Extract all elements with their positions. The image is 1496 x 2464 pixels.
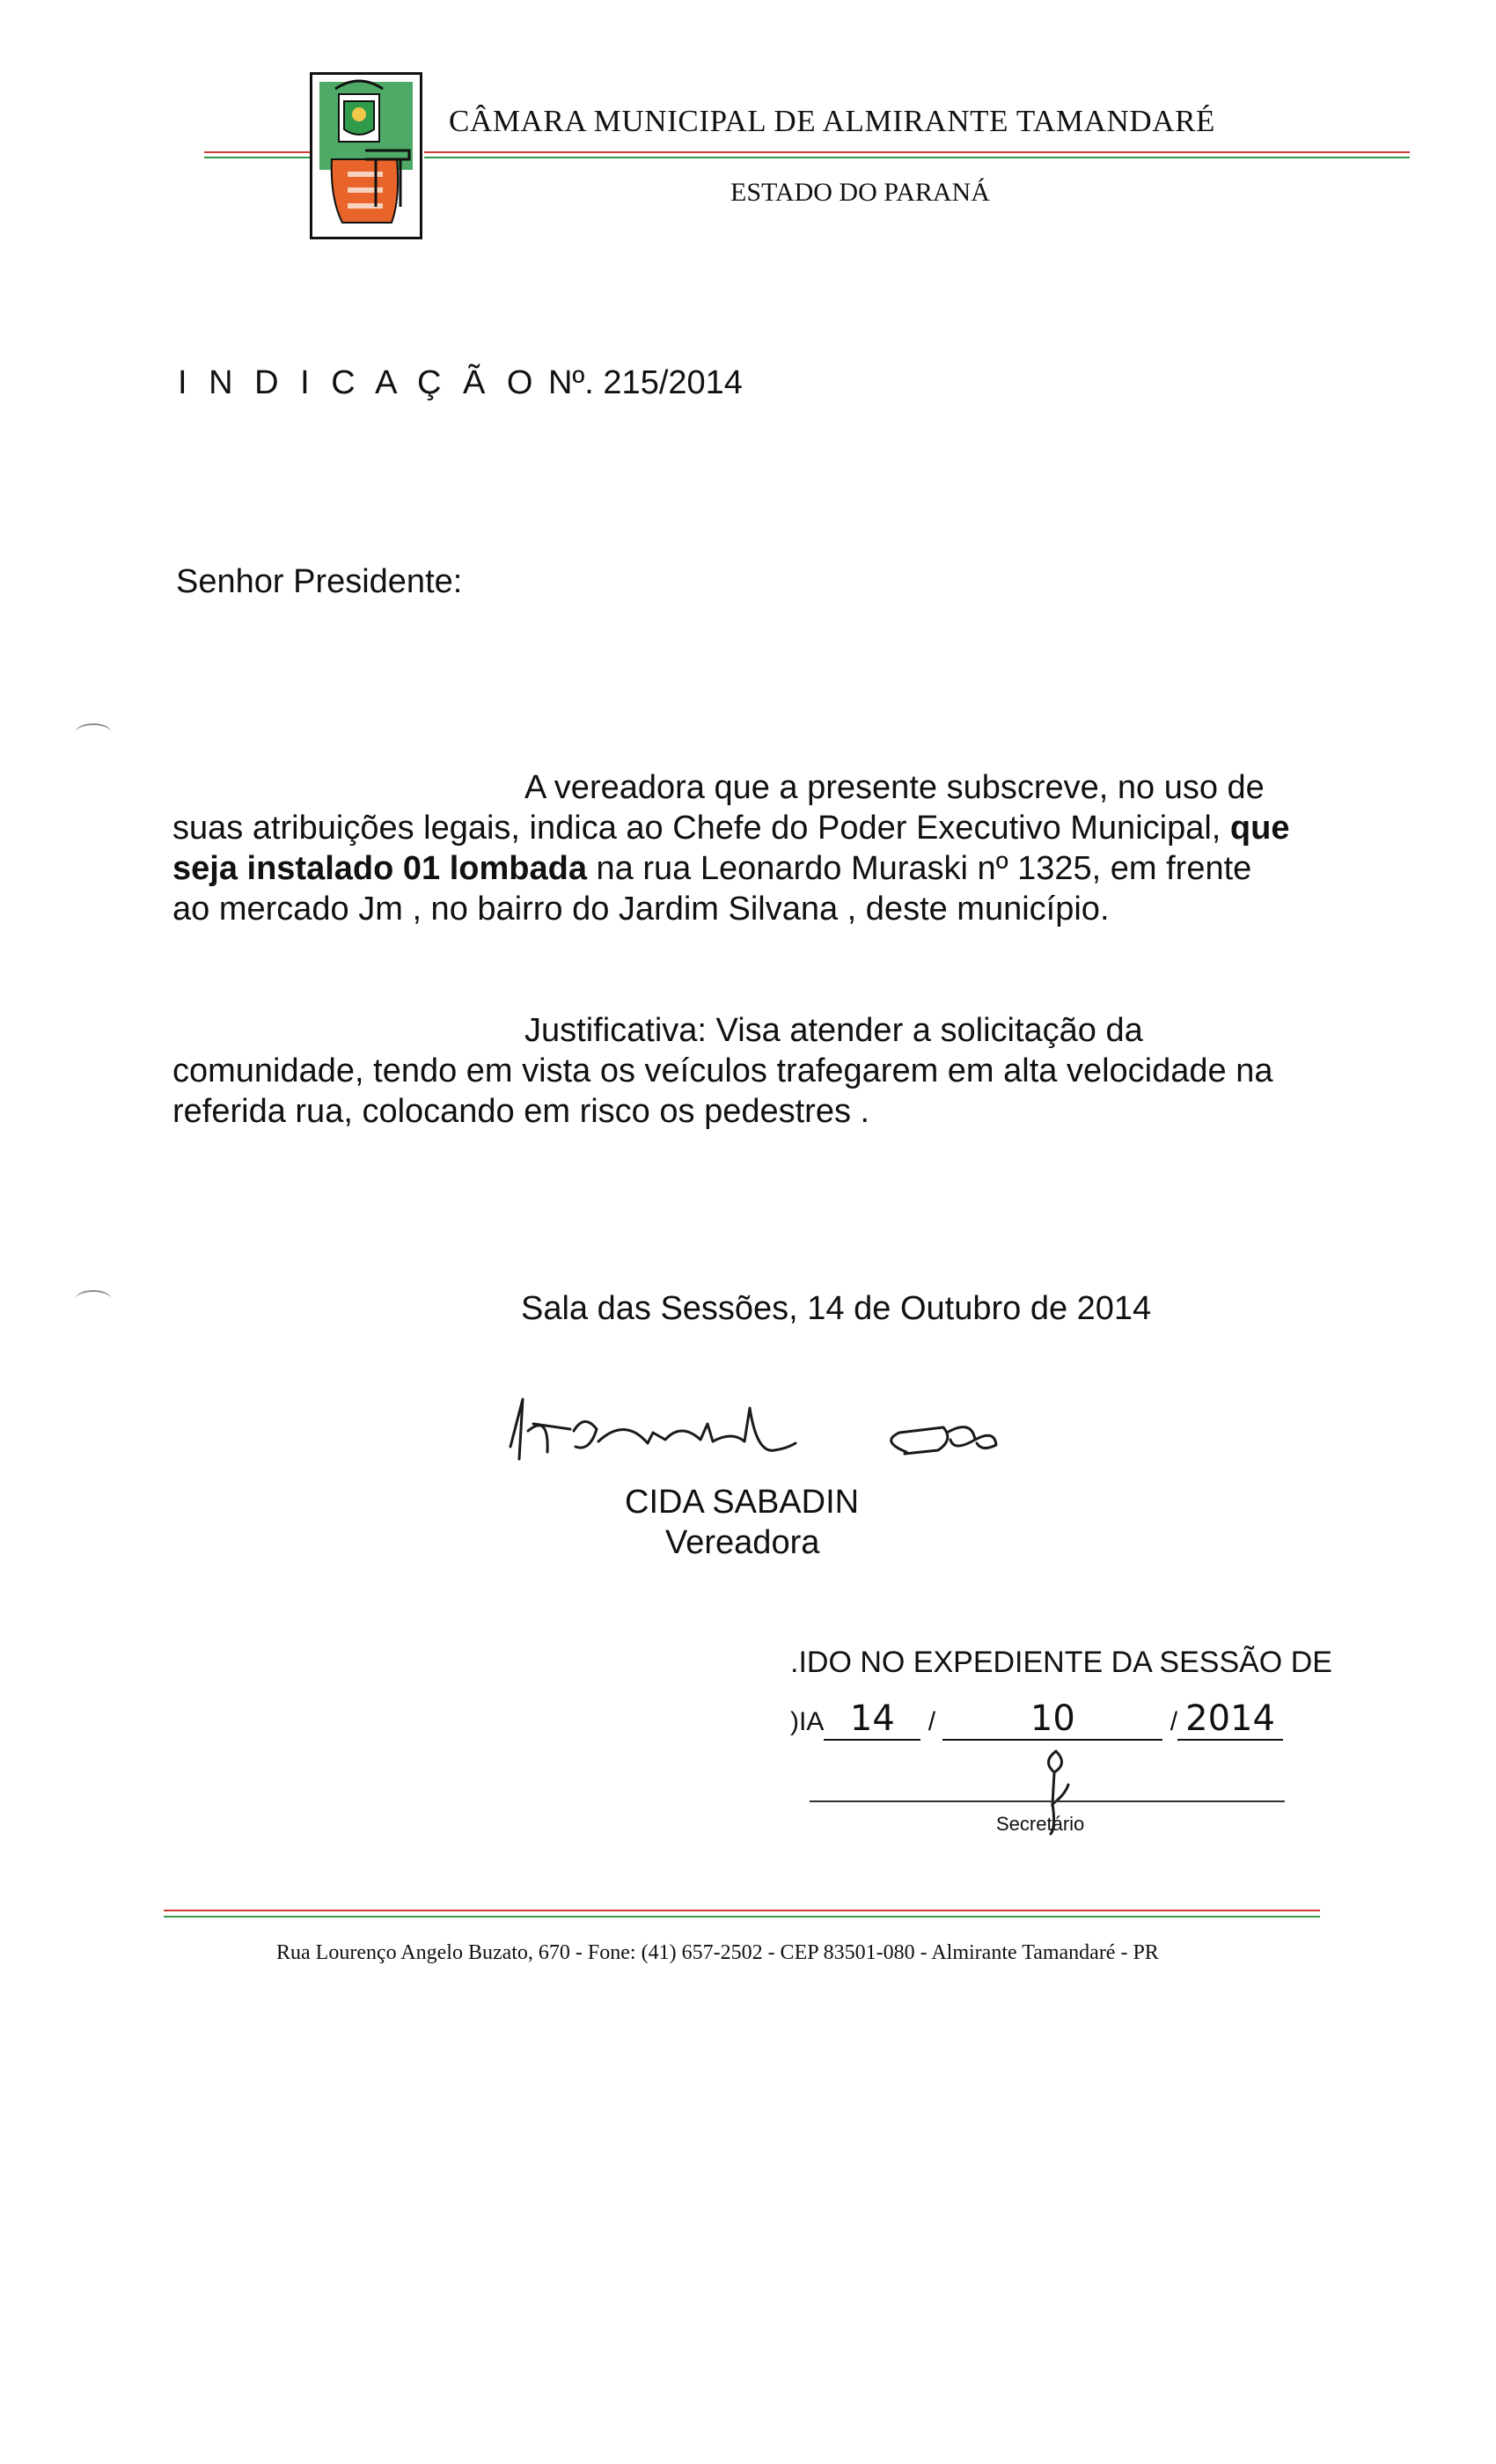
session-date-line: Sala das Sessões, 14 de Outubro de 2014 <box>521 1290 1152 1327</box>
stamp-year: 2014 <box>1177 1698 1283 1741</box>
justification-word: Justificativa: <box>524 1012 707 1049</box>
justification-word: Visa <box>715 1012 781 1049</box>
footer-rule-red <box>164 1910 1320 1911</box>
municipal-coat-of-arms-logo <box>310 72 422 239</box>
body-line-2-bold: que <box>1229 810 1290 847</box>
stamp-signature-rule <box>810 1800 1285 1802</box>
body-line-3-text: na rua Leonardo Muraski nº 1325, em frente <box>596 850 1252 887</box>
footer-address: Rua Lourenço Angelo Buzato, 670 - Fone: (41) 657-2502 - CEP 83501-080 - Almirante Tamandaré - PR <box>276 1941 1159 1964</box>
document-number-label: Nº. <box>547 364 594 401</box>
signer-role: Vereadora <box>665 1524 820 1561</box>
justification-paragraph <box>172 1010 1332 1132</box>
state-subtitle: ESTADO DO PARANÁ <box>730 178 990 207</box>
justification-line-2: comunidade, tendo em vista os veículos trafegarem em alta velocidade na <box>172 1052 1273 1089</box>
signer-name: CIDA SABADIN <box>625 1484 860 1521</box>
header-rule-green <box>424 157 1410 158</box>
coat-of-arms-icon <box>312 75 420 237</box>
header-rule-red-left <box>204 151 310 153</box>
document-number <box>178 364 743 402</box>
body-line-4: ao mercado Jm , no bairro do Jardim Silvana , deste município. <box>172 891 1110 928</box>
header-rule-green-left <box>204 157 310 158</box>
justification-line-1 <box>172 1010 1332 1051</box>
document-number-value: 215/2014 <box>603 364 743 401</box>
header-rule-red <box>424 151 1410 153</box>
margin-mark <box>76 1290 111 1308</box>
footer-rule-green <box>164 1916 1320 1918</box>
document-type-label: I N D I C A Ç Ã O <box>178 364 539 401</box>
institution-title: CÂMARA MUNICIPAL DE ALMIRANTE TAMANDARÉ <box>449 104 1216 138</box>
stamp-day-prefix: )IA <box>790 1707 825 1736</box>
stamp-month: 10 <box>942 1698 1162 1741</box>
justification-word: solicitação <box>940 1012 1096 1049</box>
body-line-3 <box>172 848 1332 889</box>
handwritten-signature <box>493 1378 1056 1475</box>
justification-word: atender <box>789 1012 904 1049</box>
stamp-date-row: )IA 14 / 10 / 2014 <box>790 1698 1283 1741</box>
body-line-2-text: suas atribuições legais, indica ao Chefe do Poder Executivo Municipal, <box>172 810 1221 847</box>
stamp-secretary-label: Secretário <box>996 1813 1085 1835</box>
greeting: Senhor Presidente: <box>176 563 463 600</box>
body-line-1: A vereadora que a presente subscreve, no uso de <box>524 769 1265 806</box>
body-paragraph <box>172 767 1332 929</box>
stamp-day: 14 <box>824 1698 920 1741</box>
margin-mark <box>76 723 111 741</box>
stamp-title: .IDO NO EXPEDIENTE DA SESSÃO DE <box>790 1646 1332 1679</box>
body-line-2 <box>172 808 1332 848</box>
justification-word: a <box>912 1012 931 1049</box>
justification-line-3: referida rua, colocando em risco os pedestres . <box>172 1093 870 1130</box>
body-line-3-bold: seja instalado 01 lombada <box>172 850 587 887</box>
justification-word: da <box>1105 1012 1143 1049</box>
